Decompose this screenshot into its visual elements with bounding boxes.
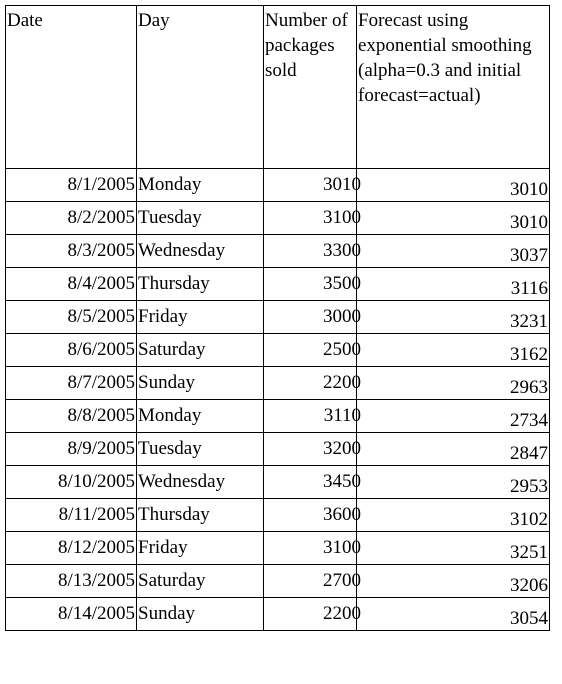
cell-packages-sold-value: 3110 (323, 405, 361, 426)
cell-packages-sold-value: 2500 (323, 339, 361, 360)
table-row (6, 235, 550, 268)
cell-packages-sold (264, 433, 361, 466)
table-row (6, 268, 550, 301)
cell-forecast: 3037 (357, 235, 550, 268)
cell-packages-sold-value: 2700 (323, 570, 361, 591)
table-row (6, 499, 550, 532)
cell-packages-sold (264, 367, 361, 400)
cell-forecast: 2953 (357, 466, 550, 499)
cell-date: 8/8/2005 (6, 400, 137, 433)
cell-packages-sold (264, 235, 361, 268)
cell-date: 8/1/2005 (6, 169, 137, 202)
table-row (6, 598, 550, 631)
header-packages-sold: Number of packages sold (264, 6, 357, 169)
cell-forecast: 3102 (357, 499, 550, 532)
cell-packages-sold (264, 400, 361, 433)
cell-packages-sold-value: 3000 (323, 306, 361, 327)
table-row (6, 400, 550, 433)
cell-day: Monday (137, 400, 264, 433)
cell-day: Sunday (137, 598, 264, 631)
cell-day: Sunday (137, 367, 264, 400)
cell-day: Tuesday (137, 433, 264, 466)
header-row (6, 6, 550, 169)
table-body (6, 169, 550, 631)
cell-packages-sold (264, 499, 361, 532)
cell-packages-sold-value: 3450 (323, 471, 361, 492)
cell-packages-sold-value: 3600 (323, 504, 361, 525)
cell-date: 8/7/2005 (6, 367, 137, 400)
cell-forecast: 3010 (357, 202, 550, 235)
cell-day: Tuesday (137, 202, 264, 235)
cell-forecast: 2847 (357, 433, 550, 466)
table-row (6, 334, 550, 367)
cell-date: 8/13/2005 (6, 565, 137, 598)
cell-date: 8/3/2005 (6, 235, 137, 268)
cell-packages-sold (264, 466, 361, 499)
cell-packages-sold-value: 3100 (323, 207, 361, 228)
table-row (6, 301, 550, 334)
table-row (6, 367, 550, 400)
forecast-table (5, 5, 550, 631)
table-header (6, 6, 550, 169)
cell-packages-sold-value: 2200 (323, 372, 361, 393)
cell-date: 8/5/2005 (6, 301, 137, 334)
cell-packages-sold (264, 532, 361, 565)
cell-day: Thursday (137, 499, 264, 532)
cell-forecast: 3251 (357, 532, 550, 565)
cell-packages-sold-value: 2200 (323, 603, 361, 624)
table-row (6, 433, 550, 466)
cell-forecast: 3206 (357, 565, 550, 598)
cell-forecast: 3162 (357, 334, 550, 367)
cell-packages-sold (264, 268, 361, 301)
cell-day: Monday (137, 169, 264, 202)
cell-packages-sold-value: 3300 (323, 240, 361, 261)
table-row (6, 466, 550, 499)
cell-date: 8/2/2005 (6, 202, 137, 235)
header-forecast: Forecast using exponential smoothing (alpha=0.3 and initial forecast=actual) (357, 6, 550, 169)
cell-day: Saturday (137, 565, 264, 598)
cell-packages-sold (264, 169, 361, 202)
cell-day: Wednesday (137, 466, 264, 499)
table-row (6, 169, 550, 202)
cell-date: 8/12/2005 (6, 532, 137, 565)
cell-packages-sold-value: 3100 (323, 537, 361, 558)
cell-packages-sold (264, 301, 361, 334)
cell-day: Friday (137, 532, 264, 565)
cell-forecast: 3054 (357, 598, 550, 631)
cell-date: 8/6/2005 (6, 334, 137, 367)
cell-forecast: 3010 (357, 169, 550, 202)
table-row (6, 532, 550, 565)
table-row (6, 202, 550, 235)
cell-forecast: 3116 (357, 268, 550, 301)
table-row (6, 565, 550, 598)
cell-forecast: 2734 (357, 400, 550, 433)
header-date: Date (6, 6, 137, 169)
cell-packages-sold-value: 3500 (323, 273, 361, 294)
cell-date: 8/14/2005 (6, 598, 137, 631)
cell-day: Friday (137, 301, 264, 334)
cell-forecast: 2963 (357, 367, 550, 400)
header-day: Day (137, 6, 264, 169)
cell-day: Saturday (137, 334, 264, 367)
cell-date: 8/9/2005 (6, 433, 137, 466)
cell-packages-sold-value: 3200 (323, 438, 361, 459)
cell-packages-sold-value: 3010 (323, 174, 361, 195)
cell-packages-sold (264, 202, 361, 235)
cell-date: 8/4/2005 (6, 268, 137, 301)
cell-packages-sold (264, 334, 361, 367)
cell-day: Thursday (137, 268, 264, 301)
cell-date: 8/10/2005 (6, 466, 137, 499)
cell-packages-sold (264, 598, 361, 631)
cell-packages-sold (264, 565, 361, 598)
cell-date: 8/11/2005 (6, 499, 137, 532)
cell-day: Wednesday (137, 235, 264, 268)
cell-forecast: 3231 (357, 301, 550, 334)
